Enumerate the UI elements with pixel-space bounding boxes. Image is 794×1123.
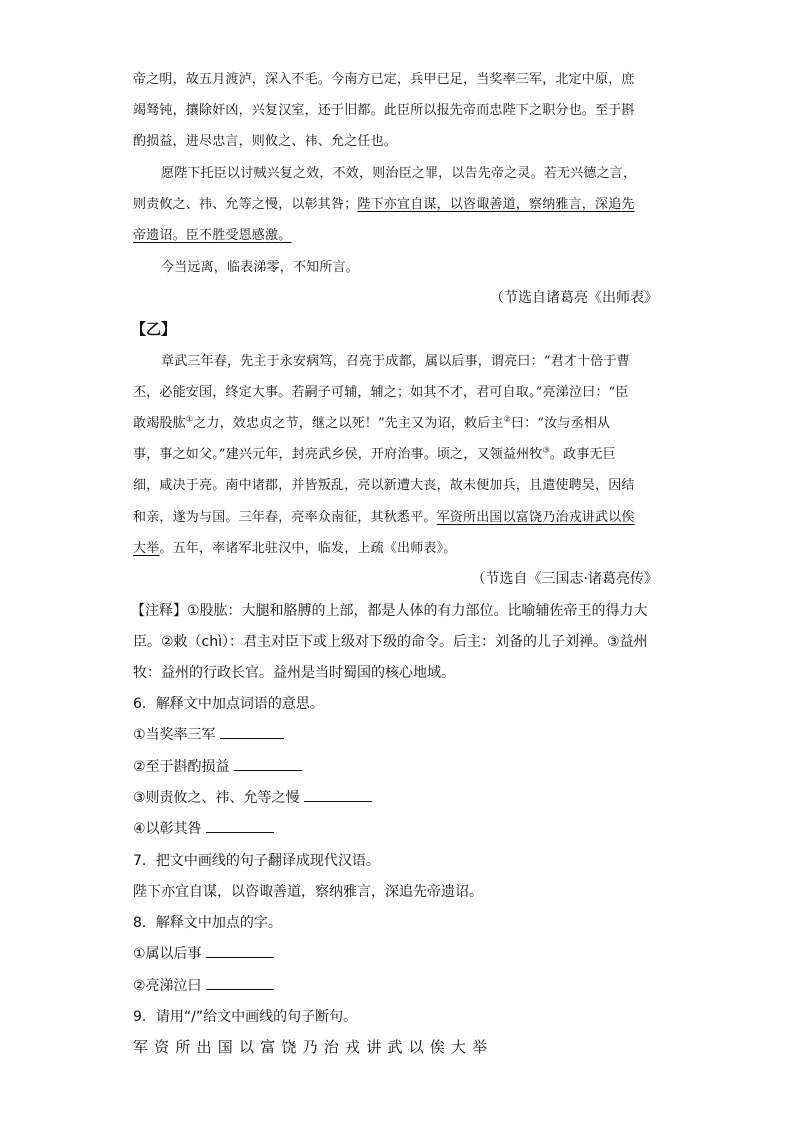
q8-item-2: ②亮涕泣曰 — [133, 975, 274, 995]
passage-yi-line-3: 敢竭股肱①之力，效忠贞之节，继之以死！”先主又为诏，敕后主②曰：“汝与丞相从 — [133, 414, 611, 431]
passage-yi-line-2: 丕，必能安国，终定大事。若嗣子可辅，辅之；如其不才，君可自取。”亮涕泣曰：“臣 — [133, 385, 629, 400]
passage-yi-line-1: 章武三年春，先主于永安病笃，召亮于成都，属以后事，谓亮曰：“君才十倍于曹 — [161, 354, 630, 369]
underlined-sentence-part: 帝遗诏。臣不胜受恩感激。 — [133, 228, 292, 243]
q9-title: 9．请用“/”给文中画线的句子断句。 — [133, 1009, 358, 1025]
q6-item-3: ③则责攸之、祎、允等之慢 — [133, 787, 372, 807]
passage-yi-line-7: 大举。五年，率诸军北驻汉中，临发，上疏《出师表》。 — [133, 541, 457, 556]
passage-jia-line-3: 酌损益，进尽忠言，则攸之、祎、允之任也。 — [133, 134, 398, 149]
q6-item-4: ④以彰其咎 — [133, 818, 274, 838]
q7-sentence: 陛下亦宜自谋，以咨诹善道，察纳雅言，深追先帝遗诏。 — [133, 884, 483, 900]
q6-item-2: ②至于斟酌损益 — [133, 756, 302, 776]
passage-yi-label: 【乙】 — [131, 320, 177, 338]
notes-line-2: 臣。②敕（chì）：君主对臣下或上级对下级的命令。后主：刘备的儿子刘禅。③益州 — [133, 634, 648, 650]
passage-jia-line-1: 帝之明，故五月渡泸，深入不毛。今南方已定，兵甲已足，当奖率三军，北定中原，庶 — [133, 72, 635, 87]
passage-jia-line-4: 愿陛下托臣以讨贼兴复之效，不效，则治臣之罪，以告先帝之灵。若无兴德之言， — [161, 166, 637, 181]
q7-title: 7．把文中画线的句子翻译成现代汉语。 — [133, 853, 380, 869]
answer-blank[interactable] — [206, 943, 274, 958]
answer-blank[interactable] — [234, 756, 302, 771]
passage-jia-line-2: 竭驽钝，攘除奸凶，兴复汉室，还于旧都。此臣所以报先帝而忠陛下之职分也。至于斟 — [133, 103, 635, 118]
passage-yi-line-4: 事，事之如父。”建兴元年，封亮武乡侯，开府治事。顷之，又领益州牧③。政事无巨 — [133, 445, 616, 462]
passage-jia-line-6 — [133, 224, 291, 243]
passage-jia-line-5: 则责攸之、祎、允等之慢，以彰其咎；陛下亦宜自谋，以咨诹善道，察纳雅言，深追先 — [133, 197, 635, 212]
notes-line-1: 【注释】①股肱：大腿和胳膊的上部，都是人体的有力部位。比喻辅佐帝王的得力大 — [131, 603, 648, 619]
answer-blank[interactable] — [206, 975, 274, 990]
underlined-sentence-part: 军资所出国以富饶乃治戎讲武以俟 — [436, 510, 635, 525]
passage-jia-source: （节选自诸葛亮《出师表》 — [490, 290, 658, 306]
passage-yi-line-6: 和亲，遂为与国。三年春，亮率众南征，其秋悉平。军资所出国以富饶乃治戎讲武以俟 — [133, 510, 635, 525]
underlined-sentence-part: 大举 — [133, 541, 160, 556]
answer-blank[interactable] — [304, 787, 372, 802]
q8-item-1: ①属以后事 — [133, 943, 274, 963]
passage-yi-source: （节选自《三国志·诸葛亮传》 — [471, 571, 658, 587]
notes-line-3: 牧：益州的行政长官。益州是当时蜀国的核心地域。 — [133, 665, 455, 681]
passage-jia-line-7: 今当远离，临表涕零，不知所言。 — [161, 260, 360, 275]
answer-blank[interactable] — [220, 724, 284, 739]
q9-sentence: 军资所出国以富饶乃治戎讲武以俟大举 — [133, 1038, 494, 1056]
passage-yi-line-5: 细，咸决于亮。南中诸郡，并皆叛乱，亮以新遭大丧，故未便加兵，且遣使聘吴，因结 — [133, 478, 635, 493]
answer-blank[interactable] — [206, 818, 274, 833]
q6-item-1: ①当奖率三军 — [133, 724, 284, 744]
q8-title: 8．解释文中加点的字。 — [133, 915, 282, 931]
underlined-sentence-part: 陛下亦宜自谋，以咨诹善道，察纳雅言，深追先 — [357, 197, 635, 212]
q6-title: 6．解释文中加点词语的意思。 — [133, 696, 324, 712]
